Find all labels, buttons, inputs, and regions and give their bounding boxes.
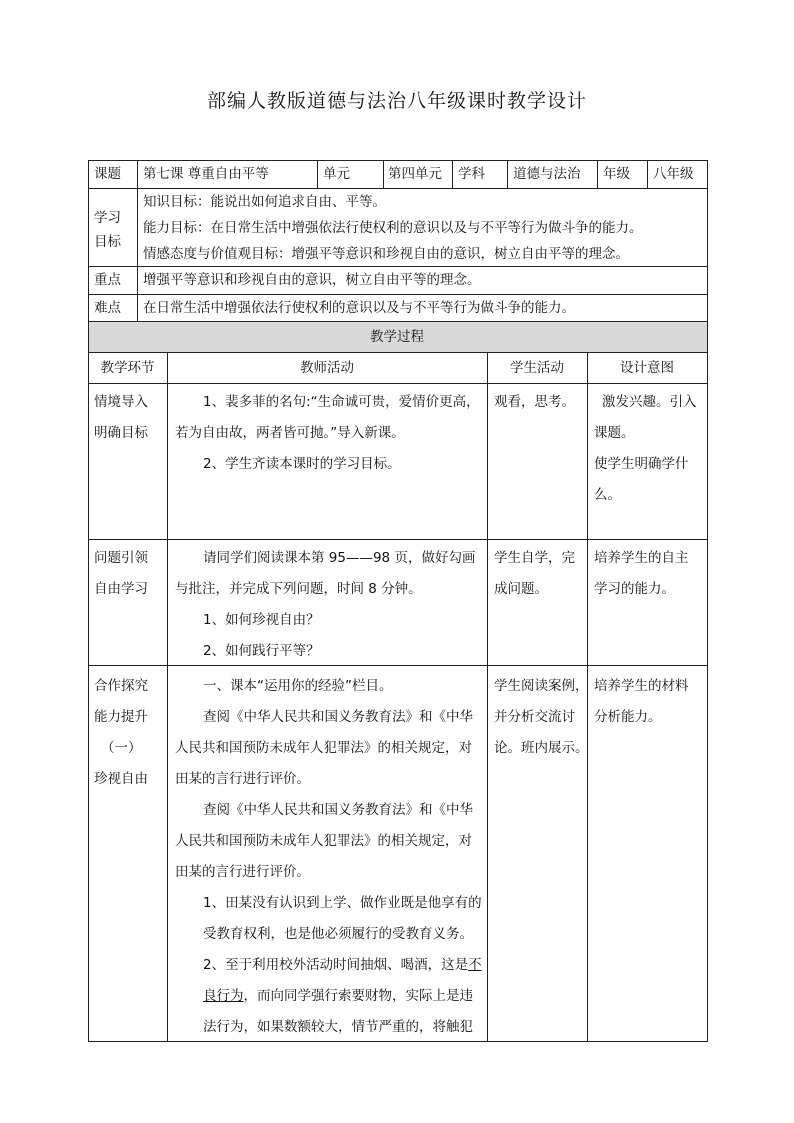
row2-student-1: 学生自学，完 [494,550,575,566]
row3-stage-2: 能力提升 [94,709,148,725]
row3-student-2: 并分析交流讨 [494,709,575,725]
row1-teacher-2: 若为自由故，两者皆可抛。”导入新课。 [175,425,405,441]
row3-teacher-11b: ，而向同学强行索要财物，实际上是违 [243,988,473,1004]
row3-teacher-9: 受教育权利，也是他必须履行的受教育义务。 [203,926,473,942]
row3-student-1: 学生阅读案例， [494,678,589,694]
row3-teacher-12: 法行为，如果数额较大，情节严重的，将触犯 [203,1019,473,1035]
col-stage-header: 教学环节 [100,360,155,376]
row1-design-1: 激发兴趣。引入 [602,394,697,410]
row3-teacher-2: 查阅《中华人民共和国义务教育法》和《中华 [203,709,473,725]
row3-stage-3: （一） [101,740,142,756]
row2-stage-1: 问题引领 [94,550,148,566]
row2-design-1: 培养学生的自主 [594,550,689,566]
row2-teacher-4: 2、如何践行平等？ [203,643,320,659]
row2-teacher-3: 1、如何珍视自由？ [203,612,320,628]
keti-value: 第七课 尊重自由平等 [143,166,269,182]
row3-teacher-10b: 不 [468,957,482,973]
row3-teacher-11a: 良行为 [203,988,244,1004]
row2-stage-2: 自由学习 [94,581,148,597]
row1-design-3: 使学生明确学什 [594,456,689,472]
key-point-label: 重点 [94,272,121,288]
process-title: 教学过程 [370,329,424,345]
row2-teacher-2: 与批注，并完成下列问题，时间 8 分钟。 [175,581,422,597]
xueke-value: 道德与法治 [513,166,581,182]
row2-design-2: 学习的能力。 [594,581,675,597]
nianji-label: 年级 [603,166,630,182]
row3-teacher-6: 人民共和国预防未成年人犯罪法》的相关规定，对 [175,833,472,849]
row3-teacher-10 [203,956,482,974]
xueke-label: 学科 [458,166,485,182]
row1-design-4: 么。 [594,487,621,503]
difficulty-label: 难点 [94,300,121,316]
objective-attitude: 情感态度与价值观目标：增强平等意识和珍视自由的意识，树立自由平等的理念。 [143,246,629,262]
row2-teacher-1: 请同学们阅读课本第 95——98 页，做好勾画 [203,550,476,566]
difficulty-text: 在日常生活中增强依法行使权利的意识以及与不平等行为做斗争的能力。 [143,300,575,316]
row1-teacher-1: 1、裴多菲的名句:“生命诚可贵，爱情价更高， [203,394,480,410]
row3-stage-1: 合作探究 [94,678,148,694]
row1-design-2: 课题。 [594,425,635,441]
col-design-header: 设计意图 [620,360,674,376]
objective-knowledge: 知识目标：能说出如何追求自由、平等。 [143,194,386,210]
row3-design-2: 分析能力。 [594,709,662,725]
row3-stage-4: 珍视自由 [94,771,148,787]
danyuan-label: 单元 [323,166,350,182]
row1-stage-1: 情境导入 [94,394,148,410]
page-title: 部编人教版道德与法治八年级课时教学设计 [206,90,587,112]
col-student-header: 学生活动 [510,360,564,376]
row3-teacher-8: 1、田某没有认识到上学、做作业既是他享有的 [203,895,482,911]
key-point-text: 增强平等意识和珍视自由的意识，树立自由平等的理念。 [143,272,481,288]
nianji-value: 八年级 [653,166,694,182]
row3-teacher-1: 一、课本“运用你的经验”栏目。 [203,678,393,694]
row3-design-1: 培养学生的材料 [594,678,689,694]
row3-teacher-7: 田某的言行进行评价。 [175,864,310,880]
row2-student-2: 成问题。 [494,581,548,597]
objectives-label-2: 目标 [94,234,121,250]
row1-teacher-3: 2、学生齐读本课时的学习目标。 [203,456,401,472]
row3-student-3: 论。班内展示。 [494,740,589,756]
keti-label: 课题 [94,166,121,182]
objective-ability: 能力目标：在日常生活中增强依法行使权利的意识以及与不平等行为做斗争的能力。 [143,220,643,236]
objectives-label-1: 学习 [94,210,121,226]
row3-teacher-11 [203,987,473,1005]
row3-teacher-4: 田某的言行进行评价。 [175,771,310,787]
row3-teacher-10a: 2、至于利用校外活动时间抽烟、喝酒，这是 [203,957,469,973]
row1-student-1: 观看，思考。 [494,394,575,410]
row3-teacher-5: 查阅《中华人民共和国义务教育法》和《中华 [203,802,473,818]
row3-teacher-3: 人民共和国预防未成年人犯罪法》的相关规定，对 [175,740,472,756]
col-teacher-header: 教师活动 [300,360,354,376]
danyuan-value: 第四单元 [388,166,442,182]
row1-stage-2: 明确目标 [94,425,148,441]
